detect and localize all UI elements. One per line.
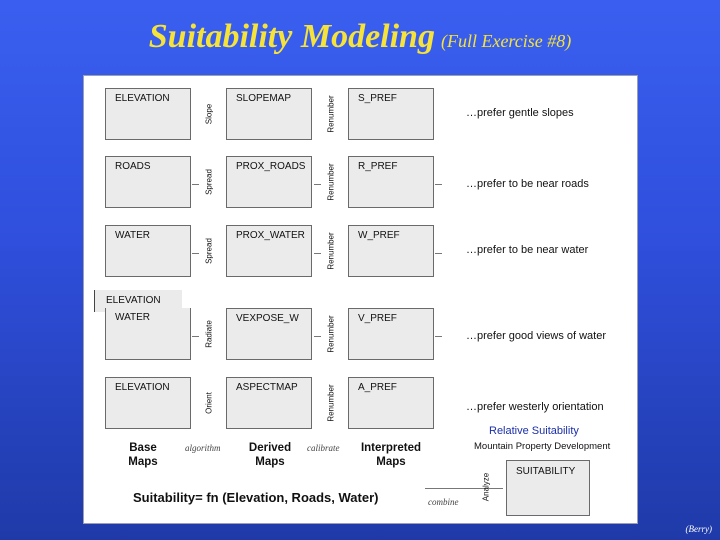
column-label-base: Base Maps (128, 442, 158, 468)
connector-line (192, 184, 199, 185)
credit-text: (Berry) (685, 524, 712, 534)
relative-suitability-subtitle: Mountain Property Development (474, 441, 611, 452)
relative-suitability-title: Relative Suitability (489, 425, 579, 437)
column-label-derived: Derived Maps (248, 442, 292, 468)
op-label-algorithm: algorithm (185, 443, 221, 453)
interpreted-map-box: S_PREF (348, 88, 434, 140)
connector-line (435, 336, 442, 337)
base-map-box: WATER (105, 308, 191, 360)
column-label-interpreted: Interpreted Maps (360, 442, 422, 468)
base-map-box: ELEVATION (105, 377, 191, 429)
op-spread-label: Spread (204, 169, 214, 195)
title-sub: (Full Exercise #8) (440, 31, 572, 51)
op-orient-label: Orient (204, 392, 214, 414)
op-label-combine: combine (428, 497, 459, 507)
suitability-formula: Suitability= fn (Elevation, Roads, Water) (133, 490, 379, 505)
connector-line (192, 253, 199, 254)
derived-map-box: SLOPEMAP (226, 88, 312, 140)
op-label-calibrate: calibrate (307, 443, 340, 453)
connector-line (314, 253, 321, 254)
suitability-map-box: SUITABILITY (506, 460, 590, 516)
interpreted-map-box: V_PREF (348, 308, 434, 360)
op-renumber-label: Renumber (326, 315, 336, 353)
interpreted-map-box: R_PREF (348, 156, 434, 208)
derived-map-box: VEXPOSE_W (226, 308, 312, 360)
connector-line (192, 336, 199, 337)
op-spread-label: Spread (204, 238, 214, 264)
preference-text: …prefer good views of water (466, 330, 607, 342)
preference-text: …prefer gentle slopes (466, 107, 574, 119)
slide-title (0, 18, 720, 56)
base-map-box: ELEVATION (105, 88, 191, 140)
interpreted-map-box: A_PREF (348, 377, 434, 429)
preference-text: …prefer to be near roads (466, 178, 589, 190)
derived-map-box: PROX_WATER (226, 225, 312, 277)
base-map-box: ROADS (105, 156, 191, 208)
connector-line (435, 253, 442, 254)
op-slope-label: Slope (204, 103, 214, 125)
preference-text: …prefer to be near water (466, 244, 589, 256)
op-renumber-label: Renumber (326, 163, 336, 201)
base-map-box: WATER (105, 225, 191, 277)
op-radiate-label: Radiate (204, 320, 214, 348)
op-renumber-label: Renumber (326, 384, 336, 422)
connector-line (314, 336, 321, 337)
connector-line (314, 184, 321, 185)
op-analyze-label: Analyze (481, 472, 491, 502)
op-renumber-label: Renumber (326, 95, 336, 133)
interpreted-map-box: W_PREF (348, 225, 434, 277)
preference-text: …prefer westerly orientation (466, 401, 604, 413)
derived-map-box: ASPECTMAP (226, 377, 312, 429)
op-renumber-label: Renumber (326, 232, 336, 270)
elevation-overlay-tab: ELEVATION (94, 290, 182, 312)
connector-line (435, 184, 442, 185)
title-main: Suitability Modeling (148, 18, 435, 55)
derived-map-box: PROX_ROADS (226, 156, 312, 208)
